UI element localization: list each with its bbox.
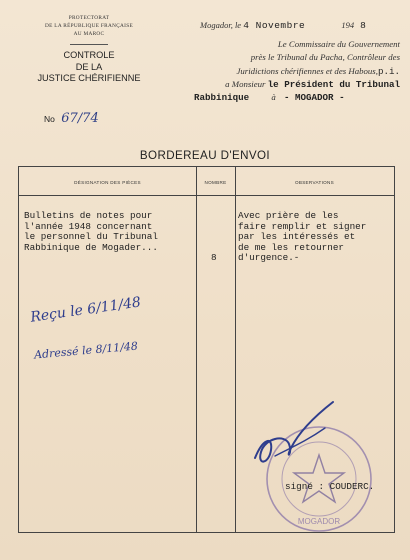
date-line bbox=[200, 20, 366, 31]
column-divider-2 bbox=[235, 167, 236, 532]
letterhead-divider bbox=[70, 44, 108, 45]
reference-label: No bbox=[44, 114, 55, 124]
column-divider-1 bbox=[196, 167, 197, 532]
column-header-nombre: NOMBRE bbox=[204, 180, 227, 185]
letterhead-line-2: DE LA RÉPUBLIQUE FRANÇAISE bbox=[45, 23, 133, 29]
received-annotation: Reçu le 6/11/48 bbox=[29, 294, 142, 326]
address-a: à bbox=[271, 92, 276, 103]
address-pi: p.i. bbox=[377, 65, 400, 77]
column-header-observations: OBSERVATIONS bbox=[294, 180, 335, 185]
reference-number bbox=[44, 111, 99, 126]
date-year-prefix: 194 bbox=[341, 20, 355, 30]
letterhead-line-3: AU MAROC bbox=[73, 31, 105, 37]
reference-value: 67/74 bbox=[61, 111, 99, 126]
address-line-1: Le Commissaire du Gouvernement bbox=[277, 39, 400, 49]
date-place: Mogador, le bbox=[200, 20, 242, 30]
address-line-3: Juridictions chérifiennes et des Habous, bbox=[236, 65, 378, 76]
office-line-2: DE LA bbox=[75, 61, 103, 72]
recipient-court: Rabbinique bbox=[194, 92, 250, 104]
address-line-2: près le Tribunal du Pacha, Contrôleur des bbox=[250, 52, 400, 63]
table-header-rule bbox=[19, 195, 394, 196]
recipient-title: le Président du Tribunal bbox=[267, 78, 400, 90]
handwritten-signature bbox=[245, 398, 345, 478]
sent-annotation: Adressé le 8/11/48 bbox=[33, 339, 139, 362]
date-year-digit: 8 bbox=[360, 20, 367, 31]
column-header-designation: DÉSIGNATION DES PIÈCES bbox=[74, 180, 141, 185]
address-block bbox=[186, 38, 400, 104]
stamp-city: MOGADOR bbox=[297, 517, 341, 526]
office-line-3: JUSTICE CHÉRIFIENNE bbox=[37, 73, 141, 83]
designation-cell: Bulletins de notes pour l'année 1948 concernant le personnel du Tribunal Rabbinique de Mogader... bbox=[24, 210, 158, 253]
recipient-city: - MOGADOR - bbox=[283, 92, 345, 104]
letterhead bbox=[14, 14, 164, 85]
letterhead-line-1: PROTECTORAT bbox=[68, 15, 110, 21]
address-line-4-prefix: a Monsieur bbox=[225, 78, 266, 89]
signature-line: signé : COUDERC. bbox=[285, 481, 375, 492]
office-line-1: CONTROLE bbox=[63, 50, 115, 60]
nombre-cell: 8 bbox=[211, 252, 217, 263]
document-title: BORDEREAU D'ENVOI bbox=[139, 149, 271, 162]
observations-cell: Avec prière de les faire remplir et signer par les intéressés et de me les retourner d'urgence.- bbox=[238, 210, 367, 263]
date-day-month: 4 Novembre bbox=[243, 20, 306, 31]
